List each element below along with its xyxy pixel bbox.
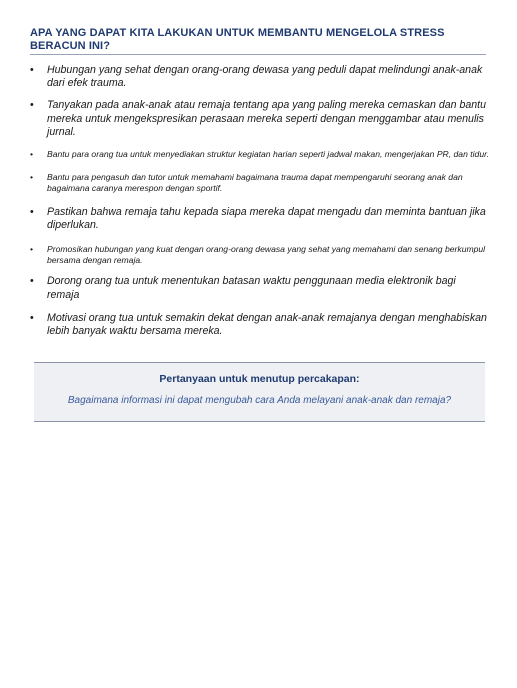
closing-question-box	[34, 362, 485, 422]
list-item-text: Pastikan bahwa remaja tahu kepada siapa mereka dapat mengadu dan meminta bantuan jika diperlukan.	[47, 205, 486, 231]
heading-divider	[30, 54, 486, 55]
closing-question: Bagaimana informasi ini dapat mengubah cara Anda melayani anak-anak dan remaja?	[67, 395, 452, 406]
list-item-text: Motivasi orang tua untuk semakin dekat dengan anak-anak remajanya dengan menghabiskan lebih banyak waktu bersama mereka.	[47, 311, 487, 338]
bullet-list	[30, 64, 490, 338]
list-item-text: Promosikan hubungan yang kuat dengan orang-orang dewasa yang sehat yang memahami dan senang berkumpul bersama dengan remaja.	[47, 244, 486, 266]
list-item	[30, 275, 490, 301]
bullet-icon: •	[30, 99, 34, 112]
bullet-icon: •	[30, 172, 34, 183]
closing-title: Pertanyaan untuk menutup percakapan:	[159, 373, 360, 385]
list-item-text: Tanyakan pada anak-anak atau remaja tentang apa yang paling mereka cemaskan dan bantu mereka untuk mengekspresikan perasaan mereka seperti dengan menggambar atau menulis jurnal.	[47, 99, 486, 138]
page-heading: APA YANG DAPAT KITA LAKUKAN UNTUK MEMBANTU MENGELOLA STRESS BERACUN INI?	[30, 27, 445, 52]
bullet-icon: •	[30, 311, 34, 324]
list-item-text: Bantu para pengasuh dan tutor untuk memahami bagaimana trauma dapat mempengaruhi seorang anak dan bagaimana caranya merespon dengan sportif.	[47, 172, 463, 194]
bullet-icon: •	[30, 64, 34, 76]
list-item	[30, 64, 490, 90]
list-item	[30, 149, 490, 160]
list-item	[30, 172, 490, 194]
list-item	[30, 99, 490, 139]
list-item	[30, 206, 490, 232]
list-item-text: Bantu para orang tua untuk menyediakan struktur kegiatan harian seperti jadwal makan, mengerjakan PR, dan tidur.	[47, 149, 490, 160]
list-item	[30, 244, 490, 266]
list-item-text: Dorong orang tua untuk menentukan batasan waktu penggunaan media elektronik bagi remaja	[47, 275, 456, 301]
list-item	[30, 312, 490, 338]
bullet-icon: •	[30, 205, 34, 218]
bullet-icon: •	[30, 275, 34, 288]
bullet-icon: •	[30, 149, 34, 160]
list-item-text: Hubungan yang sehat dengan orang-orang dewasa yang peduli dapat melindungi anak-anak dari efek trauma.	[47, 64, 483, 90]
bullet-icon: •	[30, 244, 34, 255]
